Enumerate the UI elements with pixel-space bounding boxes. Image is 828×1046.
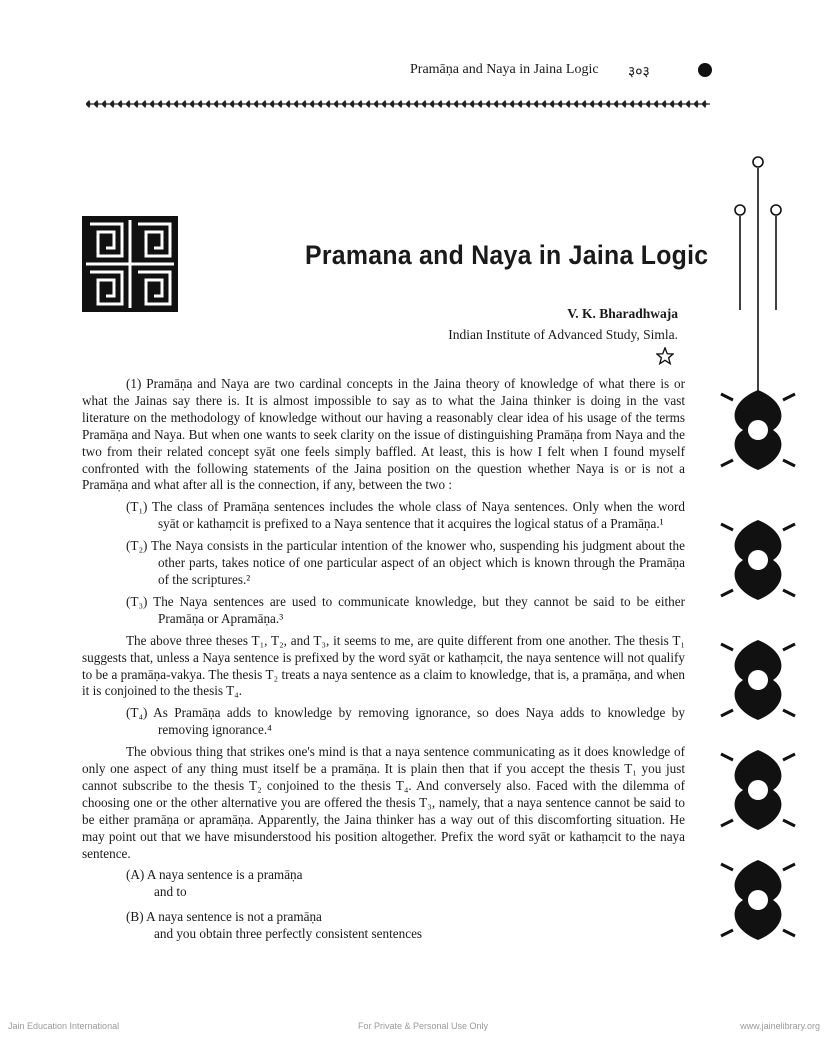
thesis-t1: (T₁) The class of Pramāṇa sentences includes the whole class of Naya sentences. Only when the word syāt or kathaṃcit is prefixed to a Naya sentence that it acquires the logical status of a Pramāṇa.¹: [126, 499, 685, 532]
author-name: V. K. Bharadhwaja: [567, 306, 678, 321]
maze-logo: [82, 216, 178, 312]
side-ornament: [718, 150, 828, 980]
sentence-a: [126, 867, 685, 901]
author-affiliation: Indian Institute of Advanced Study, Simla.: [448, 327, 678, 342]
bullet-dot-icon: [698, 63, 712, 77]
sentence-b: [126, 909, 685, 943]
footer-left: Jain Education International: [8, 1021, 120, 1031]
sentence-b-text: (B) A naya sentence is not a pramāṇa: [126, 909, 322, 925]
thesis-t3: (T₃) The Naya sentences are used to communicate knowledge, but they cannot be said to be either Pramāṇa or Apramāṇa.³: [126, 593, 685, 626]
article-body: [82, 376, 685, 951]
sentence-a-continuation: and to: [154, 884, 187, 900]
footer-center: For Private & Personal Use Only: [358, 1021, 489, 1031]
article-title: Pramana and Naya in Jaina Logic: [305, 240, 709, 270]
paragraph-dilemma: The obvious thing that strikes one's mind is that a naya sentence communicating as it does knowledge of only one aspect of any thing must itself be a pramāṇa. It is plain then that if you accept the thesis T₁ you just cannot subscribe to the thesis T₂ conjoined to the thesis T₄. And conversely also. Faced with the dilemma of choosing one or the other alternative you are offered the thesis T₃, namely, that a naya sentence cannot be said to be either pramāṇa or apramāṇa. Apparently, the Jaina thinker has a way out of this discomforting situation. He may point out that we have misunderstood his position altogether. Prefix the word syāt or kathaṃcit to the naya sentence.: [82, 744, 685, 861]
thesis-t2: (T₂) The Naya consists in the particular intention of the knower who, suspending his judgment about the other parts, takes notice of one particular aspect of an object which is known through the Pramāṇa of the scriptures.²: [126, 538, 685, 587]
paragraph-intro: (1) Pramāṇa and Naya are two cardinal concepts in the Jaina theory of knowledge of what there is or what the Jainas say there is. It is almost impossible to say as to what the Jaina thinker is doing in the vast literature on the methodology of knowledge without our having a reasonably clear idea of his usage of the terms Pramāṇa and Naya. But when one wants to seek clarity on the issue of distinguishing Pramāṇa from Naya and the two from their related concept syāt one feels simply baffled. At least, this is how I felt when I found myself confronted with the following statements of the Jaina position on the question whether Naya is or is not a Pramāṇa and what after all is the connection, if any, between the two :: [82, 376, 685, 493]
running-title: Pramāṇa and Naya in Jaina Logic: [410, 62, 599, 77]
paragraph-theses: The above three theses T₁, T₂, and T₃, it seems to me, are quite different from one another. The thesis T₁ suggests that, unless a Naya sentence is prefixed by the word syāt or kathaṃcit, the naya sentence will not qualify to be a pramāṇa-vakya. The thesis T₂ treats a naya sentence as a claim to knowledge, that is, a pramāṇa, and when it is conjoined to the thesis T₄.: [82, 632, 685, 699]
star-icon: [656, 347, 674, 365]
sentence-b-continuation: and you obtain three perfectly consistent sentences: [154, 926, 423, 942]
thesis-t4: (T₄) As Pramāṇa adds to knowledge by removing ignorance, so does Naya adds to knowledge by removing ignorance.⁴: [126, 705, 685, 738]
sentence-a-text: (A) A naya sentence is a pramāṇa: [126, 867, 303, 883]
ornamental-rule: [86, 97, 710, 111]
footer-right[interactable]: www.jainelibrary.org: [740, 1021, 820, 1031]
page-number: ३०३: [628, 65, 650, 80]
